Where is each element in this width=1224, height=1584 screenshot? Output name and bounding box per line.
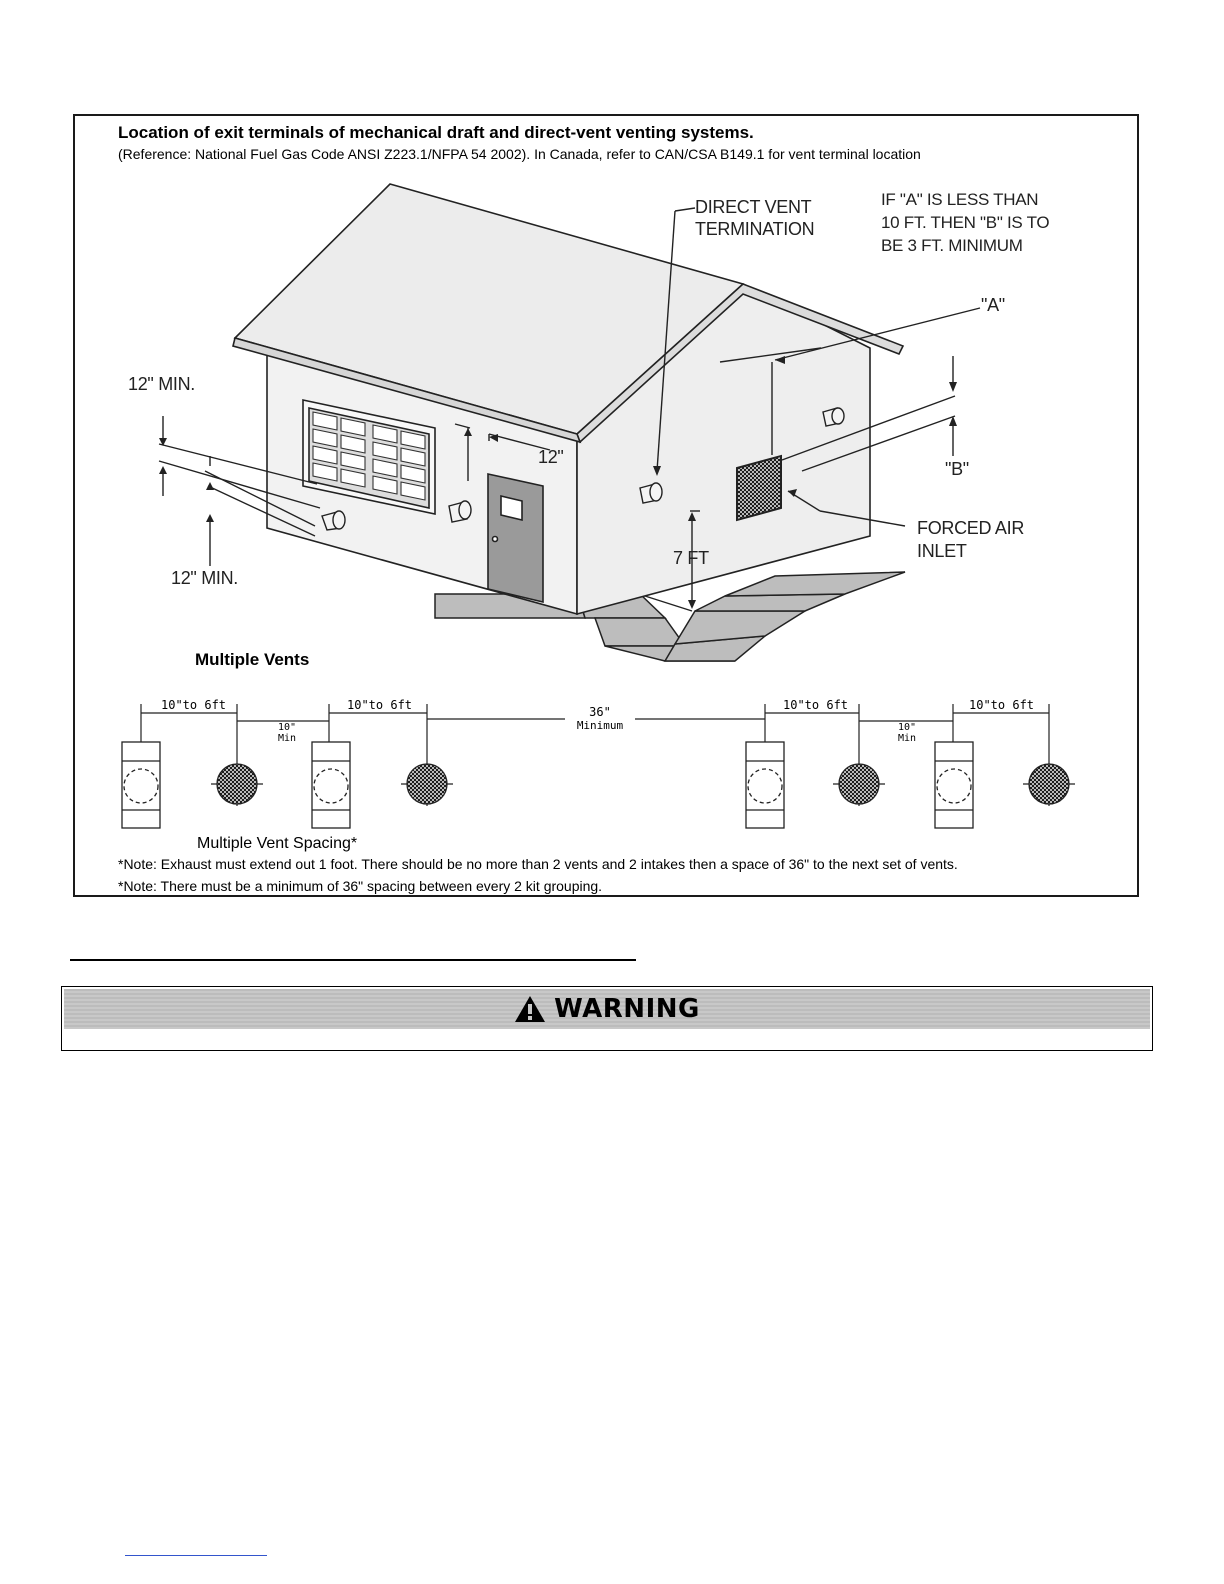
house-front-wall — [233, 184, 903, 614]
min-label-1: 10" Min — [277, 722, 297, 744]
multiple-vents-heading: Multiple Vents — [195, 650, 310, 669]
if-a-label-3: BE 3 FT. MINIMUM — [881, 236, 1023, 255]
label-12-min-bottom: 12" MIN. — [171, 568, 239, 588]
forced-air-inlet-grille — [737, 456, 781, 520]
venting-figure — [73, 114, 1139, 897]
dim-label-1: 10"to 6ft — [161, 698, 227, 712]
note-2: *Note: There must be a minimum of 36" spacing between every 2 kit grouping. — [118, 878, 603, 894]
warning-triangle-icon — [514, 995, 546, 1023]
gap-label: 36" Minimum — [576, 705, 624, 732]
dim-label-4: 10"to 6ft — [969, 698, 1035, 712]
direct-vent-label-2: TERMINATION — [695, 219, 815, 239]
label-a: "A" — [981, 295, 1005, 315]
warning-header — [64, 989, 1150, 1029]
if-a-label-2: 10 FT. THEN "B" IS TO — [881, 213, 1050, 232]
forced-air-label-2: INLET — [917, 541, 967, 561]
footer-link-underline[interactable] — [125, 1555, 267, 1556]
door — [488, 474, 543, 602]
label-b: "B" — [945, 459, 969, 479]
section-divider — [70, 959, 636, 961]
min-label-2: 10" Min — [897, 722, 917, 744]
label-12-min-top: 12" MIN. — [128, 374, 196, 394]
vent-spacing-caption: Multiple Vent Spacing* — [197, 835, 358, 852]
warning-box — [61, 986, 1153, 1051]
dim-label-3: 10"to 6ft — [783, 698, 849, 712]
if-a-label-1: IF "A" IS LESS THAN — [881, 190, 1039, 209]
direct-vent-label-1: DIRECT VENT — [695, 197, 812, 217]
figure-reference: (Reference: National Fuel Gas Code ANSI Z223.1/NFPA 54 2002). In Canada, refer to CAN/CSA B149.1 for vent terminal location — [118, 146, 921, 162]
dim-label-2: 10"to 6ft — [347, 698, 413, 712]
warning-title: WARNING — [554, 994, 700, 1024]
figure-title: Location of exit terminals of mechanical draft and direct-vent venting systems. — [118, 123, 754, 142]
forced-air-label-1: FORCED AIR — [917, 518, 1025, 538]
note-1: *Note: Exhaust must extend out 1 foot. There should be no more than 2 vents and 2 intakes then a space of 36" to the next set of vents. — [118, 856, 958, 872]
label-7-ft: 7 FT — [673, 548, 709, 568]
label-12-inch: 12" — [538, 447, 564, 467]
